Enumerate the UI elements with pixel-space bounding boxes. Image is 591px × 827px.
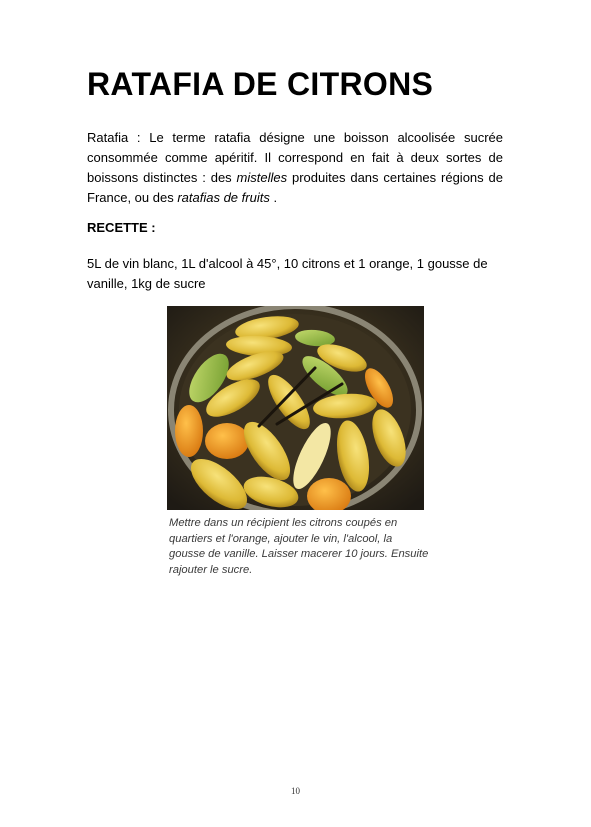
orange-slice xyxy=(175,405,203,457)
recette-heading: RECETTE : xyxy=(87,220,156,235)
page-title: RATAFIA DE CITRONS xyxy=(87,66,434,102)
intro-end-text: . xyxy=(269,190,278,205)
photo-caption: Mettre dans un récipient les citrons coupés en quartiers et l'orange, ajouter le vin, l'alcool, la gousse de vanille. Laisser macerer 10 jours. Ensuite rajouter le sucre. xyxy=(169,517,429,576)
term-ratafias-de-fruits: ratafias de fruits xyxy=(177,190,270,205)
intro-middle-text: produites dans certaines régions de France, ou des xyxy=(87,170,503,205)
orange-piece xyxy=(205,423,249,459)
intro-paragraph xyxy=(87,128,503,208)
photo-illustration xyxy=(167,306,424,510)
intro-lead-text: Ratafia : Le terme ratafia désigne une boisson alcoolisée sucrée consommée comme apéritif. Il correspond en fait à deux sortes de boissons distinctes : des xyxy=(87,130,503,185)
page-number: 10 xyxy=(291,786,300,796)
ingredients-list: 5L de vin blanc, 1L d'alcool à 45°, 10 citrons et 1 orange, 1 gousse de vanille, 1kg de sucre xyxy=(87,256,488,291)
lemons-in-pot-photo xyxy=(167,306,424,510)
term-mistelles: mistelles xyxy=(236,170,288,185)
